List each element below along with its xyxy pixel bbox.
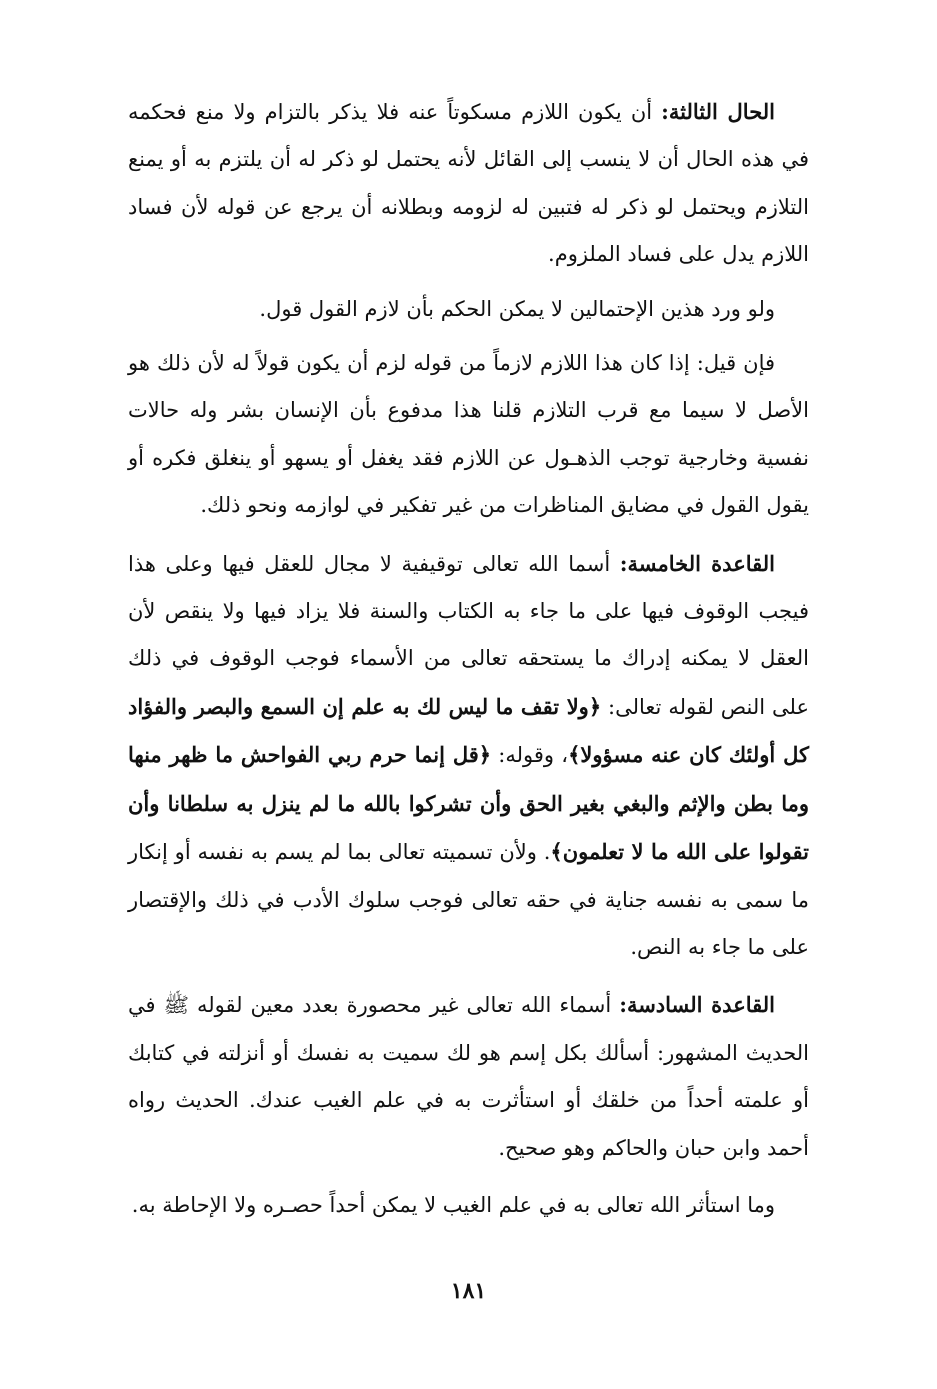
quran-verse: ﴿ولا تقف ما ليس لك به علم إن السمع والبصر والفؤاد كل أولئك كان عنه مسؤولا﴾ bbox=[128, 693, 809, 768]
quran-verse: ﴿قل إنما حرم ربي الفواحش ما ظهر منها وما بطن والإثم والبغي بغير الحق وأن تشركوا بالله ما لم ينزل به سلطانا وأن تقولوا على الله ما لا تعلمون﴾ bbox=[128, 742, 809, 865]
paragraph-text: ولو ورد هذين الإحتمالين لا يمكن الحكم بأن لازم القول قول. bbox=[259, 296, 775, 321]
paragraph-text: أسما الله تعالى توقيفية لا مجال للعقل فيها وعلى هذا فيجب الوقوف فيها على ما جاء به الكتاب والسنة فلا يزاد فيها ولا ينقص لأن العقل لا يمكنه إدراك ما يستحقه تعالى من الأسماء فوجب الوقوف في ذلك على النص لقوله تعالى: bbox=[128, 551, 809, 719]
paragraph-sixth-rule bbox=[128, 981, 809, 1172]
paragraph-fifth-rule bbox=[128, 540, 809, 972]
paragraph-text: . ولأن تسميته تعالى بما لم يسم به نفسه أو إنكار ما سمى به نفسه جناية في حقه تعالى فوجب سلوك الأدب في ذلك والإقتصار على ما جاء به النص. bbox=[128, 840, 809, 959]
page-body bbox=[128, 88, 809, 1229]
paragraph-text: وما استأثر الله تعالى به في علم الغيب لا يمكن أحداً حصـره ولا الإحاطة به. bbox=[131, 1192, 775, 1217]
paragraph-heading: الحال الثالثة: bbox=[661, 99, 775, 124]
paragraph-closing bbox=[128, 1182, 809, 1229]
paragraph-heading: القاعدة الخامسة: bbox=[619, 550, 775, 576]
paragraph-third-case bbox=[128, 88, 809, 279]
paragraph-text: ، وقوله: bbox=[491, 743, 569, 768]
paragraph-text: فإن قيل: إذا كان هذا اللازم لازماً من قوله لزم أن يكون قولاً له لأن ذلك هو الأصل لا سيما مع قرب التلازم قلنا هذا مدفوع بأن الإنسان بشر وله حالات نفسية وخارجية توجب الذهـول عن اللازم فقد يغفل أو يسهو أو ينغلق فكره أو يقول القول في مضايق المناظرات من غير تفكير في لوازمه ونحو ذلك. bbox=[128, 351, 809, 518]
paragraph-text: أن يكون اللازم مسكوتاً عنه فلا يذكر بالتزام ولا منع فحكمه في هذه الحال أن لا ينسب إلى القائل لأنه يحتمل لو ذكر له أن يلتزم به أو يمنع التلازم ويحتمل لو ذكر له فتبين له لزومه وبطلانه أن يرجع عن قوله لأن فساد اللازم يدل على فساد الملزوم. bbox=[128, 100, 809, 267]
paragraph-objection bbox=[128, 340, 809, 530]
paragraph-text: أسماء الله تعالى غير محصورة بعدد معين لقوله ﷺ في الحديث المشهور: أسألك بكل إسم هو لك سميت به نفسك أو أنزلته في كتابك أو علمته أحداً من خلقك أو استأثرت به في علم الغيب عندك. الحديث رواه أحمد وابن حبان والحاكم وهو صحيح. bbox=[128, 993, 809, 1160]
paragraph-two-possibilities bbox=[128, 286, 809, 333]
paragraph-heading: القاعدة السادسة: bbox=[619, 992, 775, 1018]
page-number: ١٨١ bbox=[450, 1278, 487, 1304]
